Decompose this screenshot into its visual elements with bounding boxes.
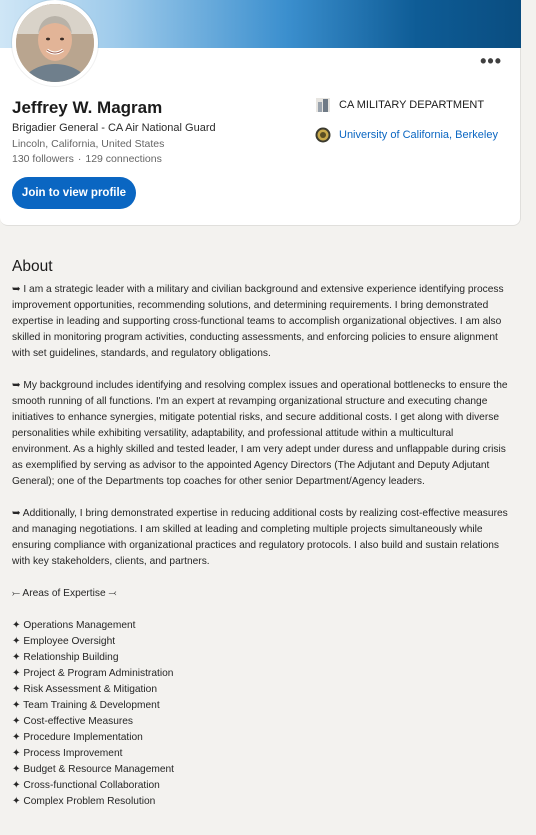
profile-stats [12, 153, 162, 165]
skill-item: ✦ Budget & Resource Management [12, 764, 175, 775]
about-paragraph: ➥ My background includes identifying and resolving complex issues and operational bottlenecks to ensure the smooth running of all functions. I'm an expert at revamping organizational structure and executing change initiatives to enhance synergies, mitigate potential risks, and secure additional costs. I get along with diverse personalities while exhibiting versatility, adaptability, and professional attitude within a multicultural environment. As a highly skilled and tested leader, I am very adept under duress and unflappable during crisis as exemplified by serving as advisor to the appointed Agency Directors (The Adjutant and Deputy Adjutant General); one of the Departments top coaches for other senior Department/Agency leaders. [12, 380, 508, 487]
about-section [12, 258, 512, 810]
current-company[interactable] [315, 97, 484, 113]
join-to-view-profile-button[interactable]: Join to view profile [12, 177, 136, 209]
skill-item: ✦ Employee Oversight [12, 636, 116, 647]
skill-item: ✦ Operations Management [12, 620, 136, 631]
school-seal-icon [315, 127, 331, 143]
profile-card [0, 0, 521, 226]
skill-item: ✦ Team Training & Development [12, 700, 160, 711]
skill-item: ✦ Project & Program Administration [12, 668, 174, 679]
profile-location: Lincoln, California, United States [12, 138, 165, 150]
avatar-photo [16, 4, 94, 82]
education-school[interactable] [315, 127, 498, 143]
about-title: About [12, 258, 53, 275]
expertise-heading: ⤚ Areas of Expertise ⤙ [12, 588, 117, 599]
skill-item: ✦ Relationship Building [12, 652, 119, 663]
profile-headline: Brigadier General - CA Air National Guard [12, 122, 216, 134]
skill-item: ✦ Procedure Implementation [12, 732, 143, 743]
avatar[interactable] [12, 0, 98, 86]
skills-list [12, 618, 512, 810]
school-name: University of California, Berkeley [339, 129, 498, 141]
profile-name: Jeffrey W. Magram [12, 98, 163, 117]
more-options-icon[interactable]: ••• [480, 51, 502, 71]
skill-item: ✦ Risk Assessment & Mitigation [12, 684, 157, 695]
skill-item: ✦ Process Improvement [12, 748, 123, 759]
about-paragraph: ➥ Additionally, I bring demonstrated expertise in reducing additional costs by realizing cost-effective measures and managing negotiations. I am skilled at leading and completing multiple projects simultaneously while ensuring compliance with organizational practices and regulatory protocols. I also build and sustain relations with key stakeholders, clients, and partners. [12, 508, 508, 567]
skill-item: ✦ Cost-effective Measures [12, 716, 134, 727]
followers-count: 130 followers [12, 153, 74, 165]
company-name: CA MILITARY DEPARTMENT [339, 99, 485, 111]
company-logo-icon [315, 97, 331, 113]
skill-item: ✦ Cross-functional Collaboration [12, 780, 160, 791]
stats-separator: · [77, 153, 82, 165]
skill-item: ✦ Complex Problem Resolution [12, 796, 156, 807]
about-paragraph: ➥ I am a strategic leader with a military and civilian background and extensive experience identifying process improvement opportunities, recommending solutions, and determining requirements. I bring demonstrated expertise in leading and supporting cross-functional teams to accomplish organizational objectives. I am also skilled in monitoring program activities, conducting assessments, and enforcing policies to ensure alignment with set guidelines, standards, and regulatory obligations. [12, 284, 504, 359]
connections-count: 129 connections [85, 153, 162, 165]
